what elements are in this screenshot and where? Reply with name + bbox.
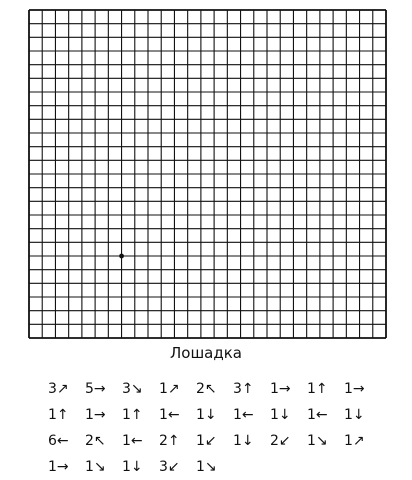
step-instruction: 2↙: [270, 433, 291, 449]
step-instruction: 5→: [85, 381, 106, 397]
step-instruction: 1↑: [48, 407, 69, 423]
puzzle-title: Лошадка: [170, 344, 242, 362]
step-instruction: 1→: [85, 407, 106, 423]
step-instruction: 2↖: [85, 433, 106, 449]
step-instruction: 1←: [122, 433, 143, 449]
step-row: [48, 454, 388, 480]
step-instruction: 1→: [48, 459, 69, 475]
step-instruction: 1↓: [344, 407, 365, 423]
step-instruction: 1→: [270, 381, 291, 397]
step-instruction: 1←: [233, 407, 254, 423]
step-instruction: 3↙: [159, 459, 180, 475]
step-instruction: 1↓: [270, 407, 291, 423]
start-point: [119, 254, 124, 259]
step-instructions: [48, 376, 388, 480]
step-instruction: 1↓: [196, 407, 217, 423]
step-instruction: 1↘: [196, 459, 217, 475]
step-instruction: 1↓: [233, 433, 254, 449]
step-instruction: 1↗: [344, 433, 365, 449]
step-row: [48, 402, 388, 428]
step-instruction: 1↙: [196, 433, 217, 449]
step-instruction: 1↗: [159, 381, 180, 397]
step-instruction: 1↘: [307, 433, 328, 449]
step-instruction: 1↑: [122, 407, 143, 423]
step-instruction: 3↑: [233, 381, 254, 397]
step-instruction: 1←: [159, 407, 180, 423]
step-instruction: 3↗: [48, 381, 69, 397]
step-instruction: 1↑: [307, 381, 328, 397]
step-instruction: 1↓: [122, 459, 143, 475]
step-instruction: 1↘: [85, 459, 106, 475]
step-instruction: 2↑: [159, 433, 180, 449]
step-instruction: 1←: [307, 407, 328, 423]
step-instruction: 1→: [344, 381, 365, 397]
step-row: [48, 376, 388, 402]
step-instruction: 3↘: [122, 381, 143, 397]
grid-lines: [29, 10, 386, 338]
step-instruction: 6←: [48, 433, 69, 449]
step-row: [48, 428, 388, 454]
step-instruction: 2↖: [196, 381, 217, 397]
